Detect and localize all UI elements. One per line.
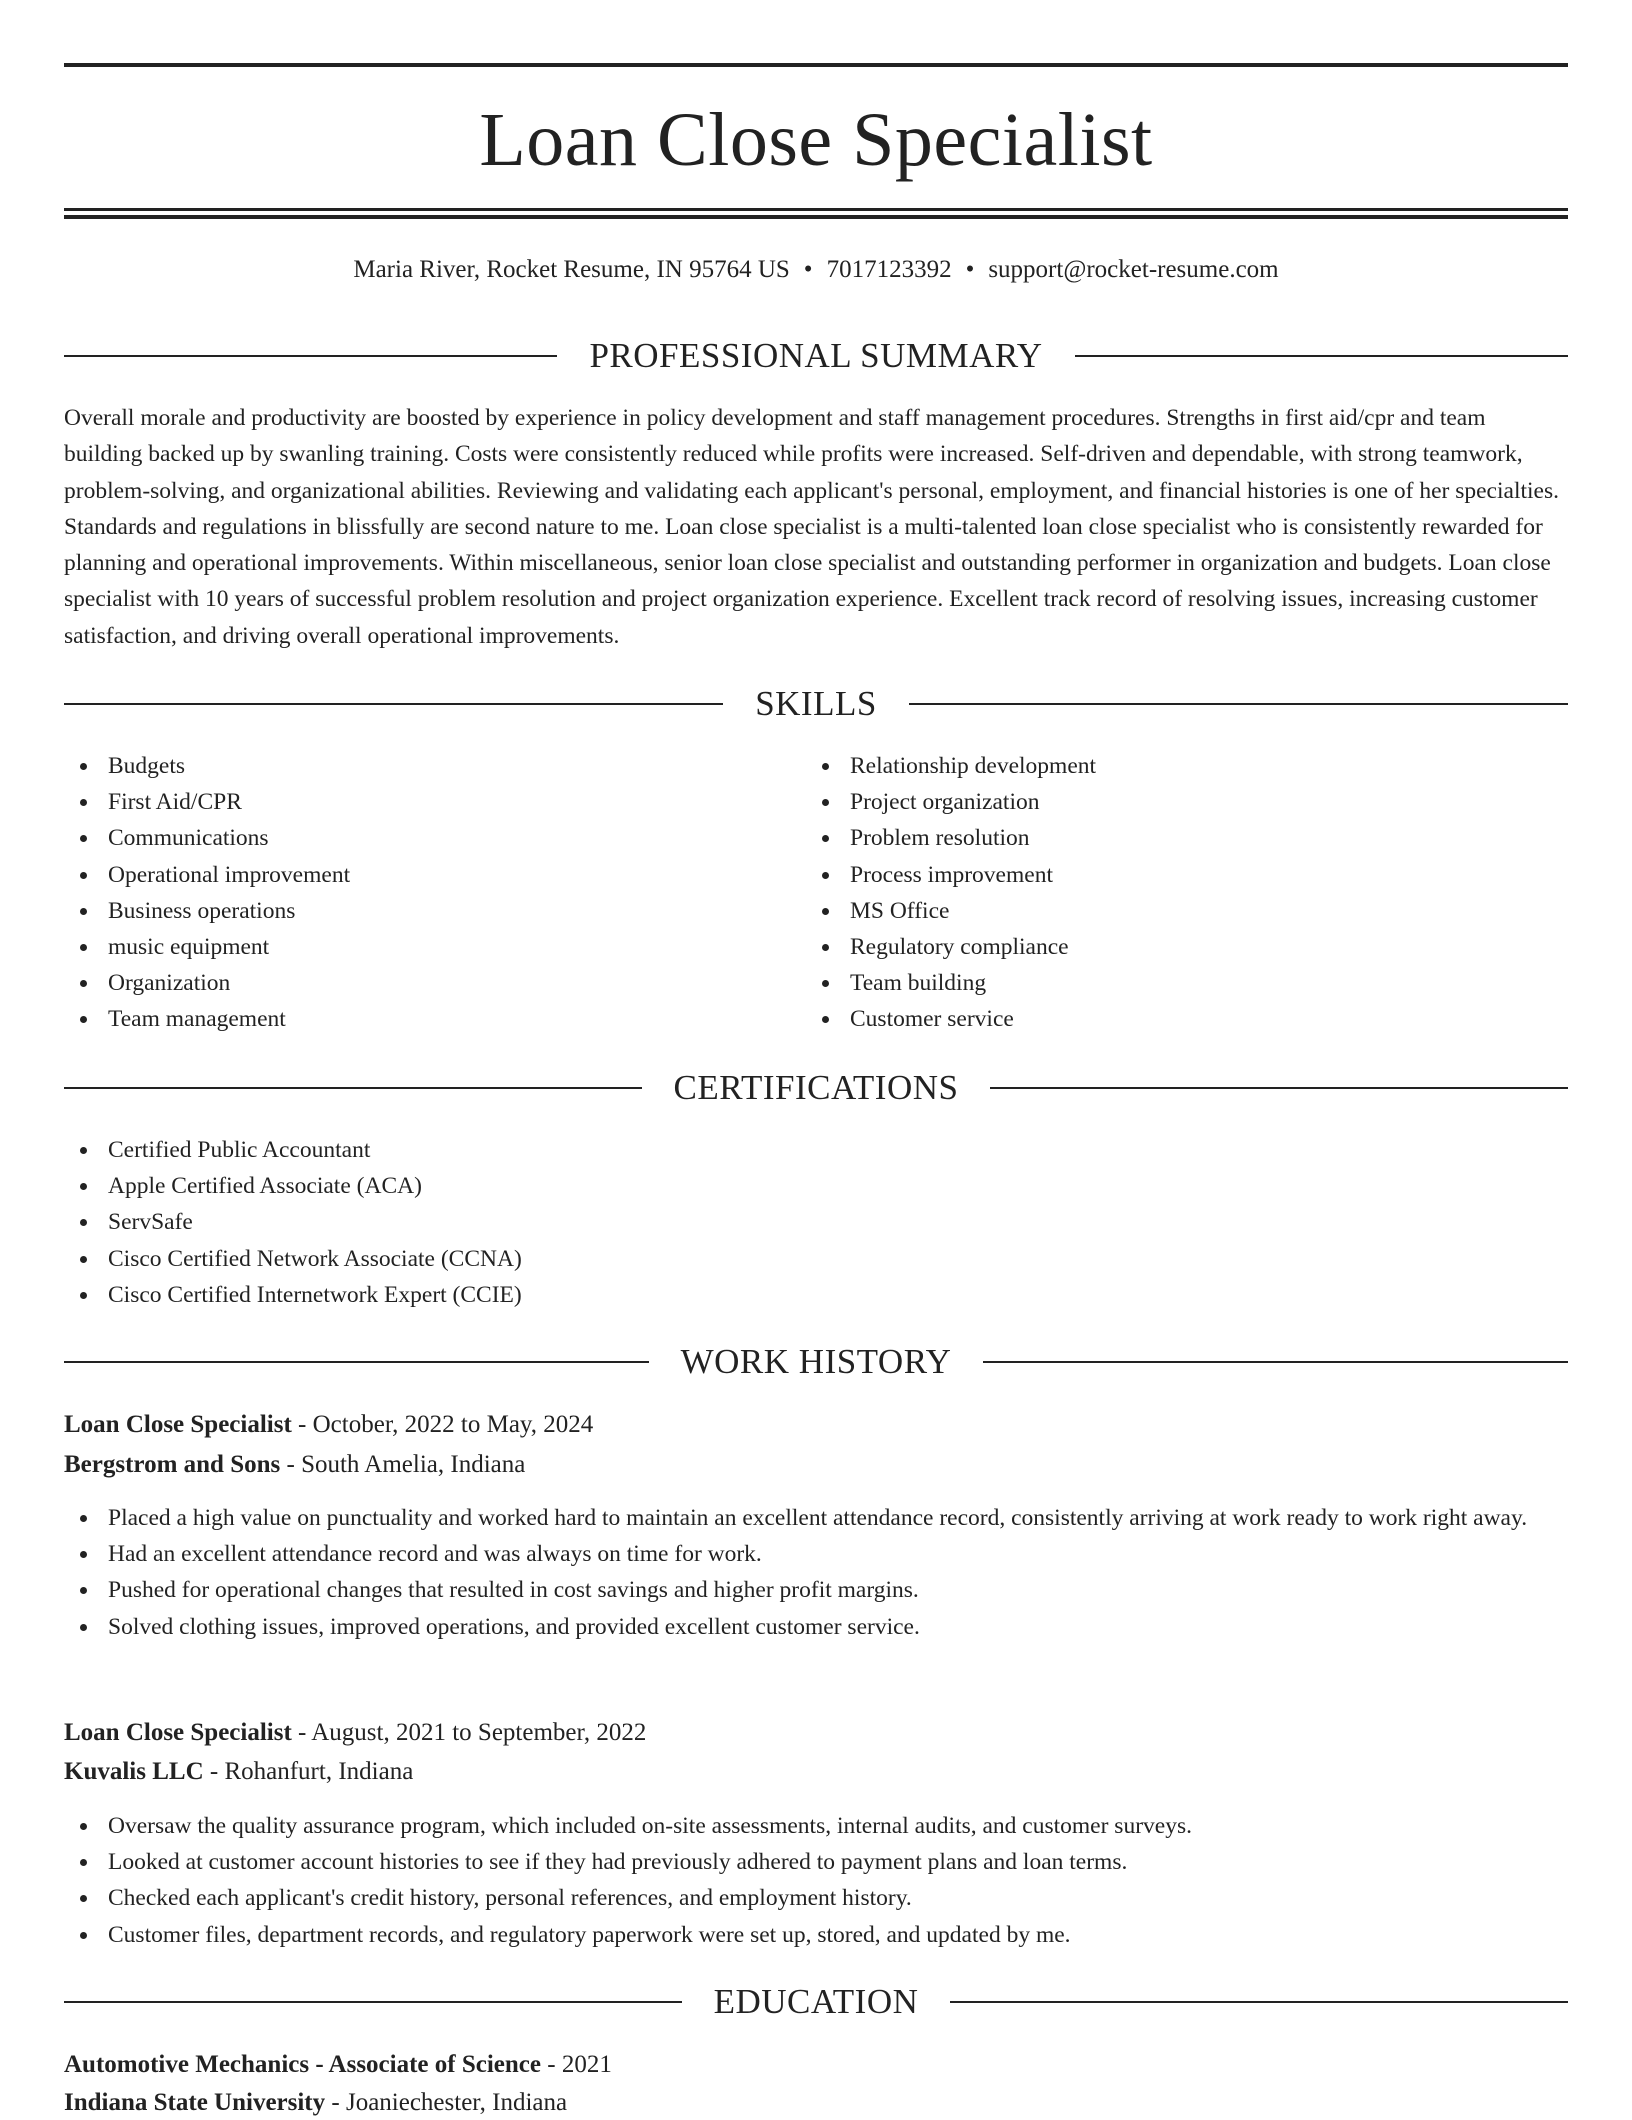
education-heading <box>64 1980 1568 2024</box>
contact-line <box>64 254 1568 286</box>
dash: - <box>540 2051 562 2078</box>
skill-item: music equipment <box>64 929 804 965</box>
skill-item: Team management <box>64 1001 804 1037</box>
job-bullets <box>64 1500 1568 1645</box>
job-bullet: Pushed for operational changes that resulted in cost savings and higher profit margins. <box>64 1572 1568 1608</box>
heading-rule <box>64 355 557 357</box>
dash: - <box>291 1411 313 1438</box>
skill-item: Project organization <box>806 784 1566 820</box>
job-company: Bergstrom and Sons <box>64 1451 281 1478</box>
skill-item: Organization <box>64 965 804 1001</box>
top-rule <box>64 63 1568 67</box>
contact-address: Maria River, Rocket Resume, IN 95764 US <box>353 256 790 283</box>
heading-rule <box>1075 355 1568 357</box>
job-role: Loan Close Specialist <box>64 1411 292 1438</box>
job-bullet: Had an excellent attendance record and was always on time for work. <box>64 1536 1568 1572</box>
certifications-heading-label: CERTIFICATIONS <box>673 1068 959 1107</box>
skill-item: Process improvement <box>806 857 1566 893</box>
job-company: Kuvalis LLC <box>64 1758 204 1785</box>
work-history-heading-label: WORK HISTORY <box>680 1342 952 1381</box>
job-bullet: Oversaw the quality assurance program, which included on-site assessments, internal audits, and customer surveys. <box>64 1808 1568 1844</box>
job-dates: August, 2021 to September, 2022 <box>311 1719 647 1746</box>
job-company-line <box>64 1448 1568 1482</box>
job-dates: October, 2022 to May, 2024 <box>312 1411 594 1438</box>
contact-email: support@rocket-resume.com <box>988 256 1279 283</box>
certification-item: Certified Public Accountant <box>64 1132 1568 1168</box>
education-school-line <box>64 2086 1568 2120</box>
job-bullets <box>64 1808 1568 1953</box>
job-bullet: Checked each applicant's credit history, personal references, and employment history. <box>64 1880 1568 1916</box>
heading-rule <box>950 2001 1568 2003</box>
education-degree-line <box>64 2048 1568 2082</box>
heading-rule <box>64 1361 649 1363</box>
title-rule-lower <box>64 215 1568 219</box>
heading-rule <box>64 703 723 705</box>
dash: - <box>291 1719 312 1746</box>
certification-item: ServSafe <box>64 1204 1568 1240</box>
certifications-list <box>64 1132 1568 1313</box>
skills-list-left <box>64 748 804 1038</box>
skills-list-right <box>806 748 1566 1038</box>
education-heading-label: EDUCATION <box>713 1982 919 2021</box>
resume-title: Loan Close Specialist <box>479 98 1153 182</box>
education-degree: Automotive Mechanics - Associate of Science <box>64 2051 541 2078</box>
education-location: Joaniechester, Indiana <box>345 2089 568 2116</box>
certification-item: Cisco Certified Internetwork Expert (CCIE) <box>64 1277 1568 1313</box>
skill-item: Budgets <box>64 748 804 784</box>
skill-item: Regulatory compliance <box>806 929 1566 965</box>
heading-rule <box>990 1087 1568 1089</box>
heading-rule <box>64 1087 642 1089</box>
certification-item: Cisco Certified Network Associate (CCNA) <box>64 1241 1568 1277</box>
summary-heading-label: PROFESSIONAL SUMMARY <box>589 336 1043 375</box>
skills-heading <box>64 682 1568 726</box>
job-location: South Amelia, Indiana <box>301 1451 526 1478</box>
certifications-heading <box>64 1066 1568 1110</box>
skills-heading-label: SKILLS <box>755 684 877 723</box>
skill-item: Operational improvement <box>64 857 804 893</box>
summary-text: Overall morale and productivity are boosted by experience in policy development and staff management procedures. Strengths in first aid/cpr and team building backed up by swanling training. Costs were consistently reduced while profits were increased. Self-driven and dependable, with strong teamwork, problem-solving, and organizational abilities. Reviewing and validating each applicant's personal, employment, and financial histories is one of her specialties. Standards and regulations in blissfully are second nature to me. Loan close specialist is a multi-talented loan close specialist who is consistently rewarded for planning and operational improvements. Within miscellaneous, senior loan close specialist and outstanding performer in organization and budgets. Loan close specialist with 10 years of successful problem resolution and project organization experience. Excellent track record of resolving issues, increasing customer satisfaction, and driving overall operational improvements. <box>64 405 1559 649</box>
job-role: Loan Close Specialist <box>64 1719 292 1746</box>
skill-item: MS Office <box>806 893 1566 929</box>
skill-item: Business operations <box>64 893 804 929</box>
skill-item: Communications <box>64 820 804 856</box>
dash: - <box>325 2089 346 2116</box>
contact-separator: • <box>965 256 975 283</box>
heading-rule <box>983 1361 1568 1363</box>
skill-item: Team building <box>806 965 1566 1001</box>
job-bullet: Placed a high value on punctuality and worked hard to maintain an excellent attendance record, consistently arriving at work ready to work right away. <box>64 1500 1568 1536</box>
heading-rule <box>64 2001 682 2003</box>
job-title-line <box>64 1716 1568 1750</box>
job-bullet: Customer files, department records, and regulatory paperwork were set up, stored, and updated by me. <box>64 1917 1568 1953</box>
skill-item: Problem resolution <box>806 820 1566 856</box>
skill-item: First Aid/CPR <box>64 784 804 820</box>
heading-rule <box>909 703 1568 705</box>
dash: - <box>203 1758 225 1785</box>
skill-item: Relationship development <box>806 748 1566 784</box>
job-bullet: Solved clothing issues, improved operations, and provided excellent customer service. <box>64 1609 1568 1645</box>
skill-item: Customer service <box>806 1001 1566 1037</box>
job-company-line <box>64 1755 1568 1789</box>
education-school: Indiana State University <box>64 2089 326 2116</box>
dash: - <box>280 1451 302 1478</box>
contact-phone: 7017123392 <box>826 256 952 283</box>
contact-separator: • <box>803 256 813 283</box>
summary-heading <box>64 334 1568 378</box>
job-location: Rohanfurt, Indiana <box>224 1758 414 1785</box>
education-year: 2021 <box>561 2051 612 2078</box>
work-history-heading <box>64 1340 1568 1384</box>
certification-item: Apple Certified Associate (ACA) <box>64 1168 1568 1204</box>
job-title-line <box>64 1408 1568 1442</box>
title-rule-upper <box>64 208 1568 211</box>
job-bullet: Looked at customer account histories to see if they had previously adhered to payment plans and loan terms. <box>64 1844 1568 1880</box>
